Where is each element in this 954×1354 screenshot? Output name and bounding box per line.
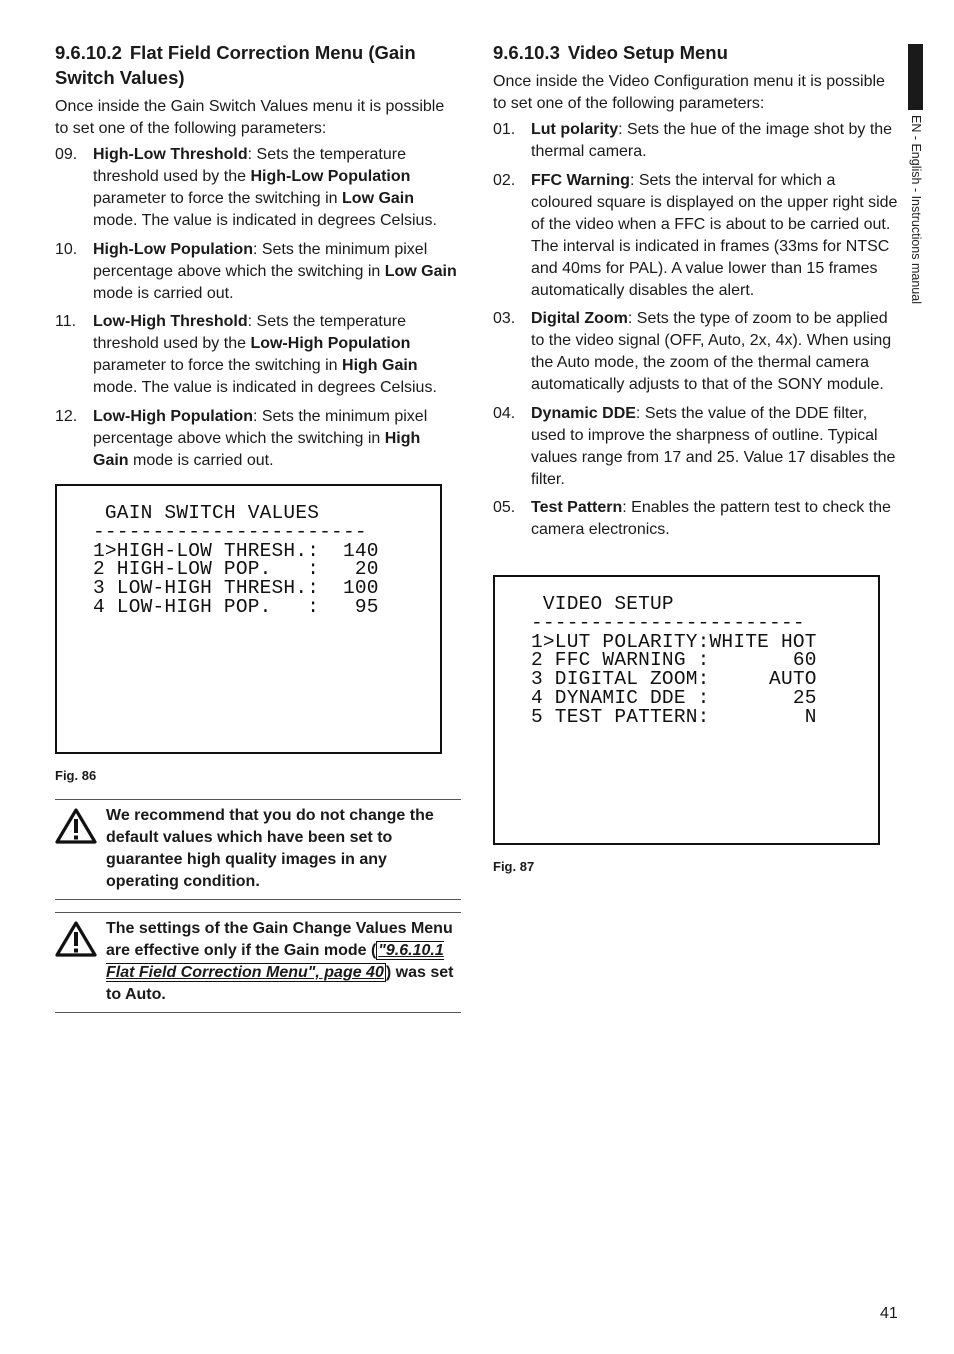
- parameter-list: [493, 119, 898, 541]
- osd-menu-line: -----------------------: [93, 520, 367, 543]
- list-item: [493, 119, 898, 163]
- list-item-number: 10.: [55, 240, 78, 258]
- term-bold: Test Pattern: [531, 499, 623, 516]
- osd-menu-line: 1>HIGH-LOW THRESH.: 140: [93, 539, 379, 562]
- gain-switch-values-osd: [55, 484, 442, 754]
- section-title: Flat Field Correction Menu (Gain Switch Values): [55, 42, 416, 88]
- list-item-text: High-Low Population: Sets the minimum pixel percentage above which the switching in Low Gain mode is carried out.: [93, 240, 457, 302]
- list-item-text: Low-High Population: Sets the minimum pixel percentage above which the switching in High Gain mode is carried out.: [93, 407, 428, 469]
- warning-text-part: ) was set to Auto.: [106, 964, 454, 1003]
- section-heading-gain-switch: [55, 40, 460, 90]
- list-item-number: 05.: [493, 499, 516, 516]
- list-item: [55, 311, 460, 399]
- warning-text-part: The settings of the Gain Change Values Menu are effective only if the Gain mode (: [106, 920, 453, 959]
- list-item-number: 04.: [493, 404, 516, 422]
- list-item-text: Dynamic DDE: Sets the value of the DDE filter, used to improve the sharpness of outline. Typical values range from 17 and 25. Value 17 disables the filter.: [531, 404, 896, 488]
- osd-menu-line: 3 LOW-HIGH THRESH.: 100: [93, 577, 379, 600]
- osd-menu-line: 5 TEST PATTERN: N: [531, 705, 817, 728]
- list-item: [493, 497, 898, 541]
- osd-menu-line: -----------------------: [531, 611, 805, 634]
- list-item: [55, 144, 460, 232]
- list-item-text: FFC Warning: Sets the interval for which a coloured square is displayed on the upper right side of the video when a FFC is about to be carried out. The interval is indicated in frames (33ms for NTSC and 40ms for PAL). A value lower than 15 frames automatically disables the alert.: [531, 171, 898, 299]
- term-bold: High Gain: [93, 429, 421, 469]
- osd-menu-line: 1>LUT POLARITY:WHITE HOT: [531, 630, 817, 653]
- parameter-list: [55, 144, 460, 472]
- page-number: 41: [880, 1305, 898, 1322]
- osd-menu-line: 2 FFC WARNING : 60: [531, 649, 817, 672]
- list-item-text: High-Low Threshold: Sets the temperature threshold used by the High-Low Population parameter to force the switching in Low Gain mode. The value is indicated in degrees Celsius.: [93, 146, 437, 229]
- section-title: Video Setup Menu: [567, 42, 728, 63]
- term-bold: FFC Warning: [531, 171, 630, 189]
- figure-caption: Fig. 86: [55, 768, 97, 783]
- list-item: [493, 403, 898, 491]
- list-item: [493, 308, 898, 396]
- term-bold: Low-High Population: [93, 407, 253, 425]
- osd-menu-line: GAIN SWITCH VALUES: [93, 502, 320, 524]
- warning-text: We recommend that you do not change the default values which have been set to guarantee high quality images in any operating condition.: [106, 807, 434, 890]
- section-intro: Once inside the Video Configuration menu it is possible to set one of the following parameters:: [493, 73, 885, 112]
- osd-menu-line: 4 LOW-HIGH POP. : 95: [93, 595, 379, 618]
- list-item: [493, 170, 898, 302]
- right-column: [493, 40, 898, 548]
- section-number: 9.6.10.3: [493, 42, 560, 63]
- warning-note: [55, 912, 461, 1013]
- warning-note: [55, 799, 461, 900]
- video-setup-osd: [493, 575, 880, 845]
- warning-text: [106, 918, 461, 1006]
- warning-triangle-icon: [55, 918, 106, 1006]
- term-bold: High-Low Threshold: [93, 146, 248, 163]
- figure-caption: Fig. 87: [493, 859, 535, 874]
- list-item-text: Digital Zoom: Sets the type of zoom to be applied to the video signal (OFF, Auto, 2x, 4x). When using the Auto mode, the zoom of the thermal camera automatically adjusts to that of the SONY module.: [531, 310, 892, 393]
- term-bold: High Gain: [342, 357, 418, 374]
- list-item-text: Low-High Threshold: Sets the temperature threshold used by the Low-High Population parameter to force the switching in High Gain mode. The value is indicated in degrees Celsius.: [93, 313, 437, 396]
- term-bold: Lut polarity: [531, 121, 619, 138]
- list-item-text: Test Pattern: Enables the pattern test to check the camera electronics.: [531, 499, 891, 538]
- term-bold: Dynamic DDE: [531, 404, 636, 422]
- term-bold: High-Low Population: [93, 240, 253, 258]
- list-item-number: 09.: [55, 146, 78, 163]
- osd-menu-line: 2 HIGH-LOW POP. : 20: [93, 558, 379, 581]
- term-bold: Digital Zoom: [531, 310, 628, 327]
- term-bold: Low Gain: [342, 190, 415, 207]
- osd-menu-line: 3 DIGITAL ZOOM: AUTO: [531, 668, 817, 691]
- list-item: [55, 239, 460, 305]
- list-item-number: 12.: [55, 407, 78, 425]
- side-label: EN - English - Instructions manual: [909, 115, 923, 304]
- list-item-number: 11.: [55, 313, 77, 330]
- osd-menu-line: VIDEO SETUP: [531, 593, 674, 615]
- term-bold: Low Gain: [384, 262, 457, 280]
- list-item: [55, 406, 460, 472]
- list-item-text: Lut polarity: Sets the hue of the image shot by the thermal camera.: [531, 121, 893, 160]
- section-number: 9.6.10.2: [55, 42, 122, 63]
- term-bold: Low-High Threshold: [93, 313, 248, 330]
- warning-triangle-icon: [55, 805, 106, 893]
- term-bold: High-Low Population: [250, 168, 411, 185]
- term-bold: Low-High Population: [250, 335, 411, 352]
- osd-menu-line: 4 DYNAMIC DDE : 25: [531, 686, 817, 709]
- list-item-number: 01.: [493, 121, 516, 138]
- section-intro: Once inside the Gain Switch Values menu it is possible to set one of the following parameters:: [55, 98, 445, 137]
- left-column: [55, 40, 460, 478]
- section-heading-video-setup: [493, 40, 898, 65]
- cross-reference-link[interactable]: "9.6.10.1 Flat Field Correction Menu", page 40: [106, 942, 444, 981]
- list-item-number: 02.: [493, 171, 516, 189]
- list-item-number: 03.: [493, 310, 516, 327]
- side-tab-marker: [908, 44, 923, 110]
